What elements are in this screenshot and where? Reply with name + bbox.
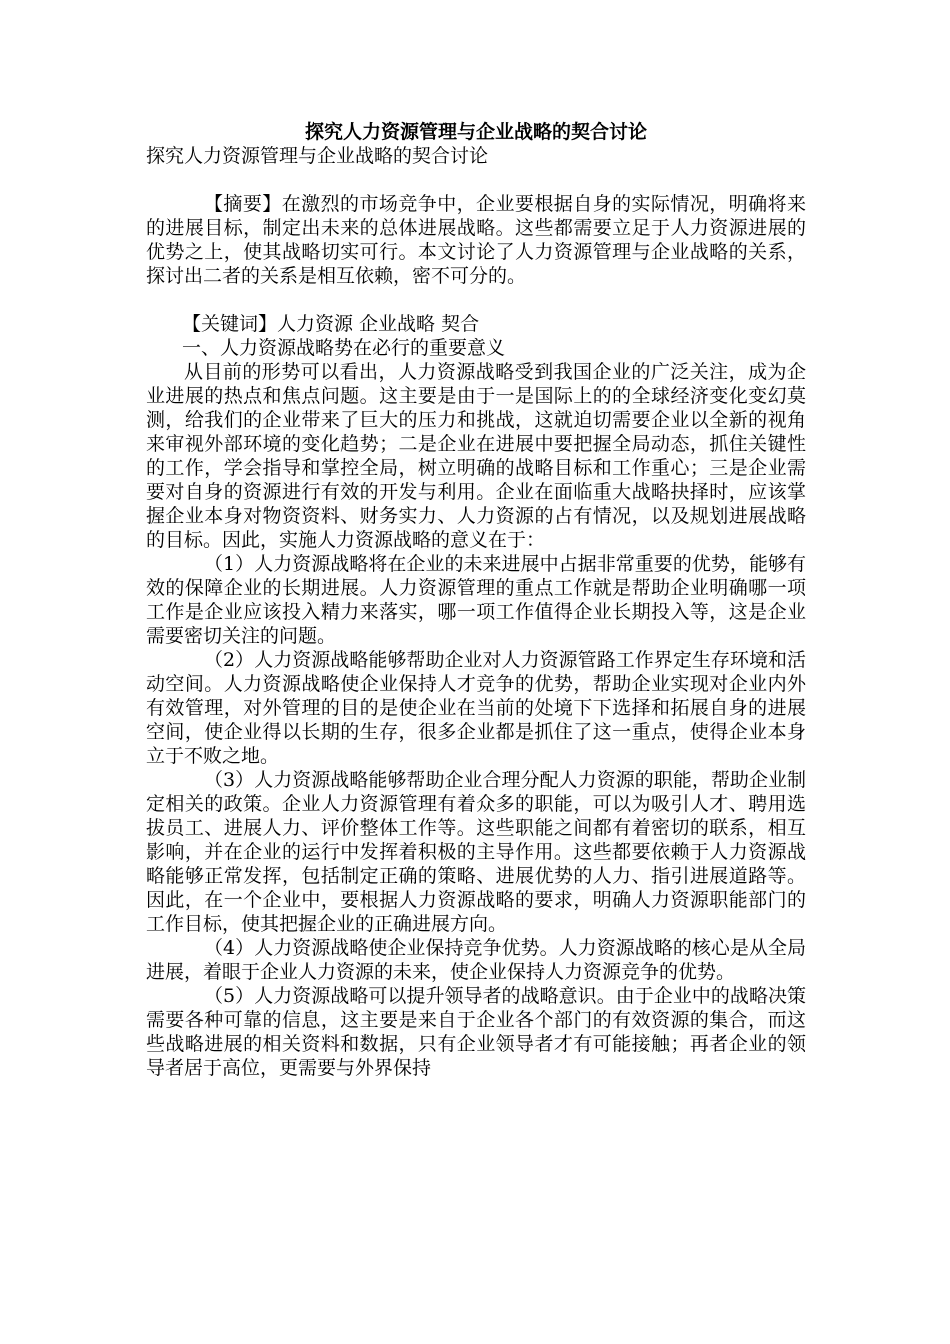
keywords-line: 【关键词】人力资源 企业战略 契合 [182, 313, 480, 335]
body-paragraph: （4）人力资源战略使企业保持竞争优势。人力资源战略的核心是从全局进展，着眼于企业人力资源的未来，使企业保持人力资源竞争的优势。 [146, 937, 806, 983]
body-paragraph: （1）人力资源战略将在企业的未来进展中占据非常重要的优势，能够有效的保障企业的长期进展。人力资源管理的重点工作就是帮助企业明确哪一项工作是企业应该投入精力来落实，哪一项工作值得企业长期投入等，这是企业需要密切关注的问题。 [146, 553, 806, 647]
abstract-paragraph: 【摘要】在激烈的市场竞争中，企业要根据自身的实际情况，明确将来的进展目标，制定出未来的总体进展战略。这些都需要立足于人力资源进展的优势之上，使其战略切实可行。本文讨论了人力资源管理与企业战略的关系，探讨出二者的关系是相互依赖，密不可分的。 [146, 193, 806, 287]
blank-line [146, 168, 806, 192]
body-paragraph: （3）人力资源战略能够帮助企业合理分配人力资源的职能，帮助企业制定相关的政策。企业人力资源管理有着众多的职能，可以为吸引人才、聘用选拔员工、进展人力、评价整体工作等。这些职能之间都有着密切的联系，相互影响，并在企业的运行中发挥着积极的主导作用。这些都要依赖于人力资源战略能够正常发挥，包括制定正确的策略、进展优势的人力、指引进展道路等。因此，在一个企业中，要根据人力资源战略的要求，明确人力资源职能部门的工作目标，使其把握企业的正确进展方向。 [146, 769, 806, 935]
body-paragraph: 从目前的形势可以看出，人力资源战略受到我国企业的广泛关注，成为企业进展的热点和焦点问题。这主要是由于一是国际上的的全球经济变化变幻莫测，给我们的企业带来了巨大的压力和挑战，这就迫切需要企业以全新的视角来审视外部环境的变化趋势；二是企业在进展中要把握全局动态，抓住关键性的工作，学会指导和掌控全局，树立明确的战略目标和工作重心；三是企业需要对自身的资源进行有效的开发与利用。企业在面临重大战略抉择时，应该掌握企业本身对物资资料、财务实力、人力资源的占有情况，以及规划进展战略的目标。因此，实施人力资源战略的意义在于： [146, 361, 806, 551]
document-title: 探究人力资源管理与企业战略的契合讨论 [304, 121, 647, 143]
body-paragraph: （2）人力资源战略能够帮助企业对人力资源管路工作界定生存环境和活动空间。人力资源战略使企业保持人才竞争的优势，帮助企业实现对企业内外有效管理，对外管理的目的是使企业在当前的处境下下选择和拓展自身的进展空间，使企业得以长期的生存，很多企业都是抓住了这一重点，使得企业本身立于不败之地。 [146, 649, 806, 767]
document-body [146, 120, 806, 1080]
document-subtitle: 探究人力资源管理与企业战略的契合讨论 [146, 145, 489, 167]
section-heading: 一、人力资源战略势在必行的重要意义 [182, 337, 506, 359]
body-paragraph: （5）人力资源战略可以提升领导者的战略意识。由于企业中的战略决策需要各种可靠的信息，这主要是来自于企业各个部门的有效资源的集合，而这些战略进展的相关资料和数据，只有企业领导者才有可能接触；再者企业的领导者居于高位，更需要与外界保持 [146, 985, 806, 1079]
blank-line [146, 288, 806, 312]
